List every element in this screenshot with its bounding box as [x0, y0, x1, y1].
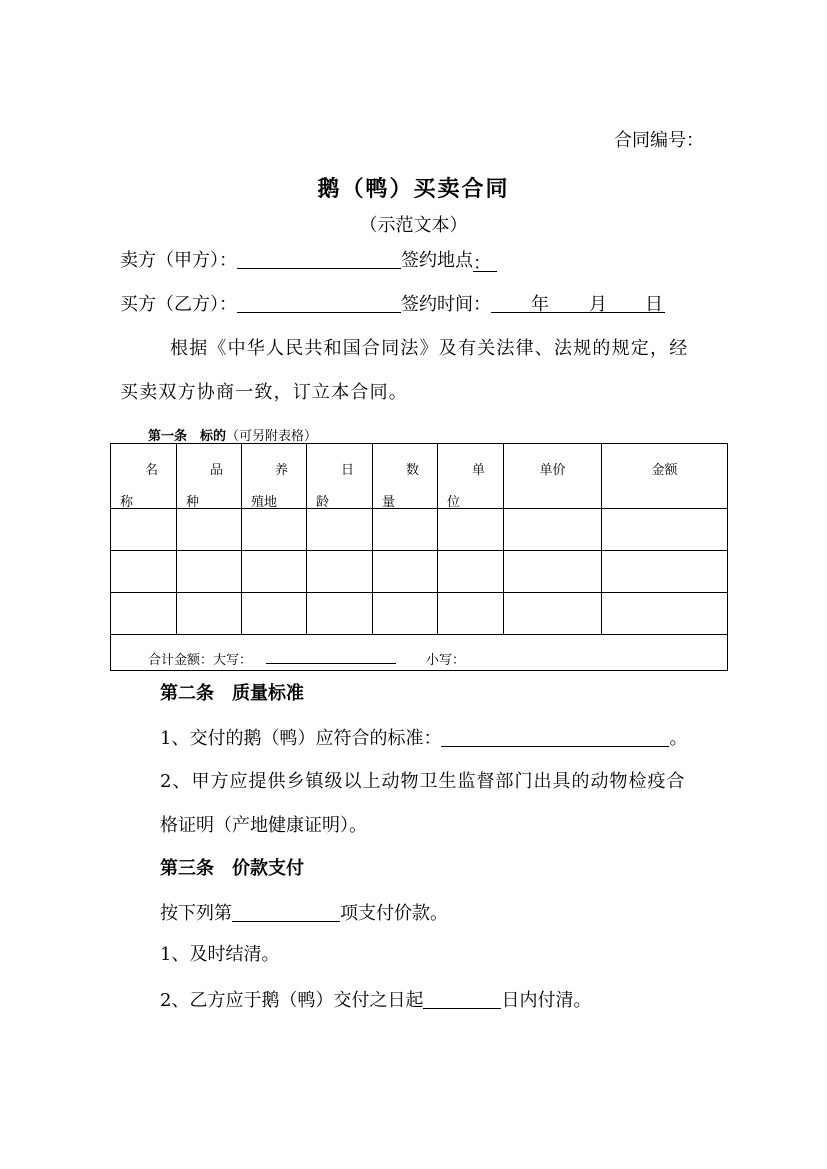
article-1-note: （可另附表格） [226, 429, 318, 444]
sign-place-blank[interactable]: ： [473, 253, 497, 272]
table-cell[interactable] [307, 509, 373, 551]
header-amount: 金额 [602, 444, 728, 509]
total-label: 合计金额：大写： [148, 653, 253, 668]
article-2-item-2-line-2: 格证明（产地健康证明）。 [160, 815, 367, 836]
table-cell[interactable] [111, 509, 177, 551]
table-header-row [111, 444, 728, 509]
seller-blank[interactable] [237, 250, 401, 269]
buyer-blank[interactable] [237, 294, 401, 313]
header-farm: 养 殖地 [242, 444, 307, 509]
table-cell[interactable] [504, 509, 602, 551]
table-cell[interactable] [373, 593, 438, 635]
header-quantity: 数 量 [373, 444, 438, 509]
article-1-heading [148, 425, 317, 444]
table-cell[interactable] [438, 593, 504, 635]
table-cell[interactable] [602, 593, 728, 635]
table-row [111, 593, 728, 635]
article-3-line-1-suffix: 项支付价款。 [340, 903, 448, 924]
article-3-line-1 [160, 903, 448, 925]
table-cell[interactable] [504, 593, 602, 635]
article-3-item-2 [160, 990, 591, 1012]
intro-line-1: 根据《中华人民共和国合同法》及有关法律、法规的规定，经 [170, 338, 689, 359]
document-subtitle: （示范文本） [359, 215, 468, 236]
table-cell[interactable] [111, 593, 177, 635]
sign-time-label: 签约时间： [401, 294, 491, 315]
table-cell[interactable] [438, 551, 504, 593]
article-1-title: 第一条 标的 [148, 429, 227, 444]
article-2-item-2-line-1: 2、甲方应提供乡镇级以上动物卫生监督部门出具的动物检疫合 [160, 771, 686, 792]
table-cell[interactable] [307, 593, 373, 635]
payment-option-blank[interactable] [232, 903, 340, 922]
contract-number-label: 合同编号： [614, 130, 704, 151]
table-cell[interactable] [602, 509, 728, 551]
table-cell[interactable] [307, 551, 373, 593]
table-cell[interactable] [177, 551, 242, 593]
month-label: 月 [589, 294, 607, 315]
seller-line [120, 250, 497, 272]
table-cell[interactable] [373, 509, 438, 551]
payment-days-blank[interactable] [423, 990, 501, 1009]
table-total-row [111, 635, 728, 671]
table-cell[interactable] [177, 509, 242, 551]
article-3-item-1: 1、及时结清。 [160, 944, 280, 965]
header-unit-price: 单价 [504, 444, 602, 509]
table-row [111, 509, 728, 551]
table-cell[interactable] [177, 593, 242, 635]
table-cell[interactable] [438, 509, 504, 551]
goods-table [110, 443, 728, 671]
table-cell[interactable] [242, 509, 307, 551]
table-cell[interactable] [602, 551, 728, 593]
header-name: 名 称 [111, 444, 177, 509]
table-cell[interactable] [242, 551, 307, 593]
article-2-item-1 [160, 728, 687, 750]
buyer-label: 买方（乙方）： [120, 294, 237, 315]
buyer-line [120, 294, 665, 316]
table-cell[interactable] [242, 593, 307, 635]
table-row [111, 551, 728, 593]
sign-place-label: 签约地点 [401, 250, 473, 271]
year-label: 年 [531, 294, 549, 315]
intro-line-2: 买卖双方协商一致，订立本合同。 [120, 382, 408, 403]
article-3-item-2-prefix: 2、乙方应于鹅（鸭）交付之日起 [160, 990, 424, 1011]
article-3-item-2-suffix: 日内付清。 [501, 990, 592, 1011]
header-variety: 品 种 [177, 444, 242, 509]
article-2-title: 第二条 质量标准 [160, 683, 304, 704]
total-cell [111, 635, 728, 671]
table-cell[interactable] [504, 551, 602, 593]
day-label: 日 [645, 294, 663, 315]
sign-time-blank[interactable] [491, 294, 665, 313]
table-cell[interactable] [373, 551, 438, 593]
seller-label: 卖方（甲方）： [120, 250, 237, 271]
article-3-line-1-prefix: 按下列第 [160, 903, 232, 924]
article-3-title: 第三条 价款支付 [160, 858, 304, 879]
small-amount-label: 小写： [426, 653, 466, 668]
total-uppercase-blank[interactable] [266, 648, 396, 664]
header-age: 日 龄 [307, 444, 373, 509]
table-cell[interactable] [111, 551, 177, 593]
article-2-item-1-end: 。 [669, 728, 688, 749]
document-title: 鹅（鸭）买卖合同 [317, 176, 510, 202]
standard-blank[interactable] [441, 728, 669, 747]
header-unit: 单 位 [438, 444, 504, 509]
article-2-item-1-text: 1、交付的鹅（鸭）应符合的标准： [160, 728, 442, 749]
